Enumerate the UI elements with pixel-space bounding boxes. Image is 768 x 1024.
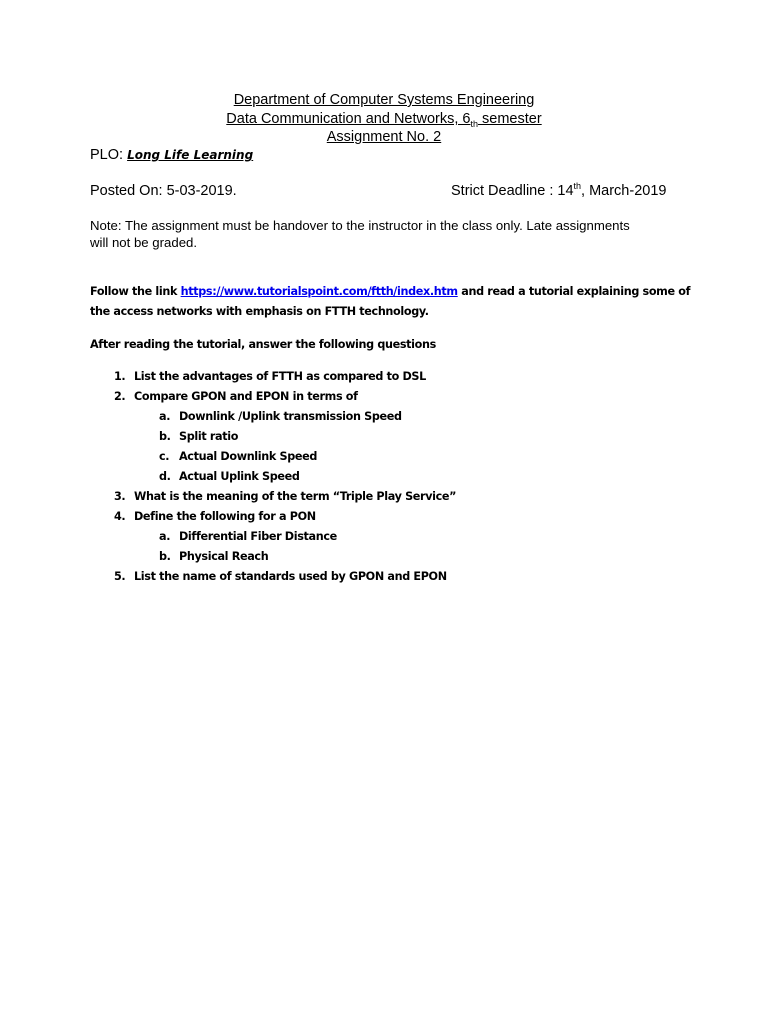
list-item-text: List the advantages of FTTH as compared to DSL	[134, 370, 426, 383]
tutorial-link[interactable]: https://www.tutorialspoint.com/ftth/index.htm	[180, 285, 458, 298]
note-line-1: Note: The assignment must be handover to the instructor in the class only. Late assignments	[90, 218, 630, 233]
list-item-letter: a.	[159, 410, 171, 423]
list-item-letter: b.	[159, 430, 171, 443]
list-item-letter: d.	[159, 470, 171, 483]
plo-value: Long Life Learning	[127, 148, 254, 162]
course-title-ordinal: th	[470, 118, 479, 129]
list-item-text: Compare GPON and EPON in terms of	[134, 390, 358, 403]
follow-line-2: the access networks with emphasis on FTTH technology.	[90, 305, 429, 318]
note-line-2: will not be graded.	[90, 235, 198, 250]
list-item	[114, 490, 456, 503]
list-item	[114, 510, 316, 523]
follow-line-1	[90, 285, 690, 298]
plo-line	[90, 147, 253, 163]
list-subitem	[159, 530, 337, 543]
list-item-number: 2.	[114, 390, 126, 403]
follow-pre: Follow the link	[90, 285, 181, 298]
deadline-prefix: Strict Deadline : 14	[451, 183, 574, 199]
course-title	[0, 111, 768, 127]
assignment-title: Assignment No. 2	[326, 129, 442, 145]
strict-deadline	[451, 183, 666, 199]
deadline-rest: , March-2019	[581, 183, 667, 199]
list-item-text: Split ratio	[179, 430, 239, 443]
list-item-letter: b.	[159, 550, 171, 563]
plo-label: PLO:	[90, 147, 128, 163]
list-item-number: 4.	[114, 510, 126, 523]
list-item-text: Actual Downlink Speed	[179, 450, 318, 463]
deadline-ordinal: th	[573, 181, 582, 192]
list-item-text: Actual Uplink Speed	[179, 470, 300, 483]
list-subitem	[159, 410, 402, 423]
course-title-prefix: Data Communication and Networks, 6	[226, 111, 471, 127]
list-subitem	[159, 470, 300, 483]
list-item-text: What is the meaning of the term “Triple Play Service”	[134, 490, 457, 503]
list-item-text: List the name of standards used by GPON and EPON	[134, 570, 447, 583]
follow-post: and read a tutorial explaining some of	[457, 285, 691, 298]
list-subitem	[159, 550, 268, 563]
list-subitem	[159, 430, 238, 443]
department-title: Department of Computer Systems Engineering	[233, 92, 535, 108]
list-item-number: 5.	[114, 570, 126, 583]
list-item	[114, 570, 447, 583]
list-item-letter: a.	[159, 530, 171, 543]
list-item	[114, 370, 426, 383]
list-subitem	[159, 450, 317, 463]
after-reading-text: After reading the tutorial, answer the following questions	[90, 338, 436, 351]
list-item-text: Physical Reach	[179, 550, 269, 563]
list-item-number: 1.	[114, 370, 126, 383]
list-item-text: Differential Fiber Distance	[179, 530, 337, 543]
posted-date: Posted On: 5-03-2019.	[90, 183, 237, 199]
list-item	[114, 390, 358, 403]
list-item-text: Downlink /Uplink transmission Speed	[179, 410, 402, 423]
list-item-number: 3.	[114, 490, 126, 503]
course-title-rest: semester	[478, 111, 542, 127]
list-item-text: Define the following for a PON	[134, 510, 316, 523]
list-item-letter: c.	[159, 450, 170, 463]
